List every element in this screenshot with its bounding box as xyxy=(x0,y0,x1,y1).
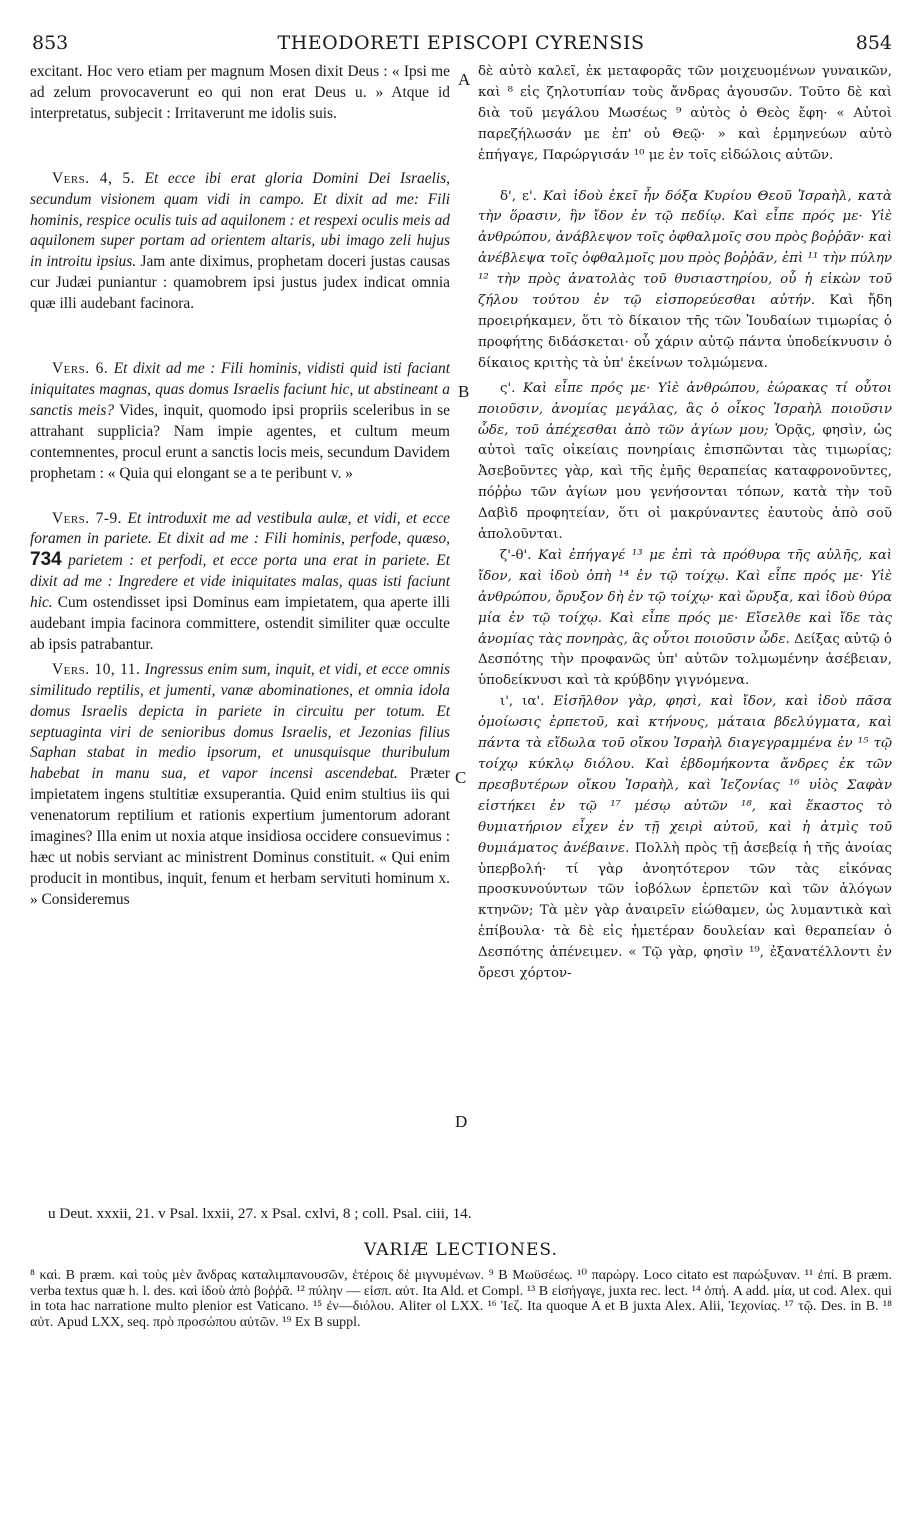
scripture-text: Ingressus enim sum, inquit, et vidi, et ecce omnis similitudo reptilis, et jumenti, vanæ abominationes, et omnia idola domus Israelis depicta in pariete in circuitu per totum. Et septuaginta viri de senioribus domus Israelis, et Jezonias filius Saphan stabat in medio ipsorum, et unusquisque thuribulum habebat in manu sua, et vapor incensi ascendebat. xyxy=(30,660,450,783)
latin-verse-10-11 xyxy=(30,660,450,911)
verse-label: Vers. 6. xyxy=(52,360,109,378)
scripture-text: Εἰσῆλθον γὰρ, φησὶ, καὶ ἴδον, καὶ ἰδοὺ πᾶσα ὁμοίωσις ἑρπετοῦ, καὶ κτήνους, μάταια βδελύγματα, καὶ πάντα τὰ εἴδωλα τοῦ οἴκου Ἰσραὴλ διαγεγραμμένα ἐν ¹⁵ τῷ τοίχῳ κύκλῳ διόλου. Καὶ ἑβδομήκοντα ἄνδρες ἐκ τῶν πρεσβυτέρων οἴκου Ἰσραὴλ, καὶ Ἰεζονίας ¹⁶ υἱὸς Σαφὰν εἱστήκει ἐν τῷ ¹⁷ μέσῳ αὐτῶν ¹⁸, καὶ ἕκαστος τὸ θυμιατήριον εἶχεν ἐν τῇ χειρὶ αὐτοῦ, καὶ ἡ ἀτμὶς τοῦ θυμιάματος ἀνέβαινε. xyxy=(478,694,892,856)
scripture-footnotes: u Deut. xxxii, 21. v Psal. lxxii, 27. x Psal. cxlvi, 8 ; coll. Psal. ciii, 14. xyxy=(48,1205,472,1222)
latin-column xyxy=(30,62,450,911)
variae-lectiones-title: VARIÆ LECTIONES. xyxy=(364,1240,558,1260)
margin-letter-c: C xyxy=(455,768,467,787)
latin-verse-4-5 xyxy=(30,169,450,315)
scripture-text: Et ecce ibi erat gloria Domini Dei Israelis, secundum visionem quam vidi in campo. Et dixit ad me: Fili hominis, respice oculis tuis ad aquilonem : et respexi oculis meis ad aquilonem super portam ad orientem altaris, ubi imago zeli hujus in introitu ipsius. xyxy=(30,169,451,271)
scripture-text: Et dixit ad me : Fili hominis, vidisti quid isti faciant iniquitates magnas, quas domus Israelis faciunt hic, ut abstineant a sanctis meis? xyxy=(30,360,450,419)
verse-label: ζ'-θ'. xyxy=(500,547,532,563)
verse-label: Vers. 4, 5. xyxy=(52,169,135,187)
page-header xyxy=(30,32,892,58)
verse-label: Vers. 10, 11. xyxy=(52,660,141,678)
page-number-left: 853 xyxy=(32,32,69,54)
greek-verse-10-11 xyxy=(478,692,892,985)
commentary-text: Ὁρᾷς, φησὶν, ὡς αὐτοὶ ταῖς οἰκείαις πονηρίαις ἐπισπῶνται τὰς τιμωρίας; Ἀσεβοῦντες γὰρ, καὶ τῆς ἐμῆς θεραπείας καταφρονοῦντες, πόῤῥω τῶν ἁγίων μου γενήσονται τόπων, κατὰ τὴν τοῦ Δαβὶδ προφητείαν, ὅτι οἱ μακρύναντες ἑαυτοὺς ἀπὸ σοῦ ἀπολοῦνται. xyxy=(478,422,892,543)
latin-verse-6 xyxy=(30,359,450,484)
margin-letter-b: B xyxy=(458,382,470,401)
greek-verse-4-5 xyxy=(478,187,892,375)
scripture-text: Καὶ εἶπε πρός με· Υἱὲ ἀνθρώπου, ἑώρακας τί οὗτοι ποιοῦσιν, ἀνομίας μεγάλας, ἃς ὁ οἶκος Ἰσραὴλ ποιοῦσιν ὧδε, τοῦ ἀπέχεσθαι ἀπὸ τῶν ἁγίων μου; xyxy=(478,380,892,438)
margin-letter-d: D xyxy=(455,1112,468,1131)
scripture-text: Καὶ ἰδοὺ ἐκεῖ ἦν δόξα Κυρίου Θεοῦ Ἰσραὴλ, κατὰ τὴν ὅρασιν, ἣν ἴδον ἐν τῷ πεδίῳ. Καὶ εἶπε πρός με· Υἱὲ ἀνθρώπου, ἀνάβλεψον τοῖς ὀφθαλμοῖς σου πρὸς βοῤῥᾶν· καὶ ἀνέβλεψα τοῖς ὀφθαλμοῖς μου πρὸς βοῤῥᾶν, ἐπὶ ¹¹ τὴν πύλην ¹² τὴν πρὸς ἀνατολὰς τοῦ θυσιαστηρίου, οὗ ἡ εἰκὼν τοῦ ζήλου τούτου ἐν τῷ εἰσπορεύεσθαι αὐτήν. xyxy=(478,188,892,309)
commentary-text: Πολλὴ πρὸς τῇ ἀσεβείᾳ ἡ τῆς ἀνοίας ὑπερβολή· τί γὰρ ἀνοητότερον τῶν τὰς εἰκόνας προσκυνούντων τῶν ἰοβόλων ἑρπετῶν καὶ τῶν ἀλόγων κτηνῶν; Τὰ μὲν γὰρ ἀναιρεῖν εἰώθαμεν, ὡς λυμαντικὰ καὶ ἐπίβουλα· τὰ δὲ εἰς ἡμετέραν δουλείαν καὶ θεραπείαν ὁ Δεσπότης ἀπένειμεν. « Τῷ γὰρ, φησὶν ¹⁹, ἐξανατέλλοντι ἐν ὄρεσι χόρτον- xyxy=(478,840,892,982)
commentary-text: Δείξας αὐτῷ ὁ Δεσπότης τὴν προφανῶς ὑπ' αὐτῶν τολμωμένην ἀσέβειαν, ὑποδείκνυσι καὶ τὰ κρύβδην γιγνόμενα. xyxy=(478,631,892,689)
latin-paragraph-1: excitant. Hoc vero etiam per magnum Mosen dixit Deus : « Ipsi me ad zelum provocaverunt eo qui non erat Deus u. » Atque id interpretatus, subjecit : Irritaverunt me idolis suis. xyxy=(30,63,450,122)
verse-label: δ', ε'. xyxy=(500,188,537,204)
scripture-text-cont: parietem : et perfodi, et ecce porta una erat in pariete. Et dixit ad me : Ingredere et vide iniquitates malas, quas isti faciunt hic. xyxy=(30,552,450,612)
commentary-text: Καὶ ἤδη προειρήκαμεν, ὅτι τὸ δίκαιον τῆς τῶν Ἰουδαίων τιμωρίας ὁ προφήτης διδάσκεται· οὗ χάριν αὐτῷ πάντα ὑποδείκνυσιν ὁ δίκαιος κριτὴς τὰ ὑπ' ἐκείνων τολμώμενα. xyxy=(478,293,892,371)
column-number: 734 xyxy=(30,549,62,571)
greek-paragraph-1: δὲ αὐτὸ καλεῖ, ἐκ μεταφορᾶς τῶν μοιχευομένων γυναικῶν, καὶ ⁸ εἰς ζηλοτυπίαν τοὺς ἄνδρας ἀγουσῶν. Τοῦτο δὲ καὶ διὰ τοῦ μεγάλου Μωσέως ⁹ αὐτὸς ὁ Θεὸς ἔφη· « Αὐτοὶ παρεζήλωσάν με ἐπ' οὐ Θεῷ· » καὶ ἑρμηνεύων αὐτὸ ἐπήγαγε, Παρώργισάν ¹⁰ με ἐν τοῖς εἰδώλοις αὐτῶν. xyxy=(478,64,892,163)
scripture-text: Καὶ ἐπήγαγέ ¹³ με ἐπὶ τὰ πρόθυρα τῆς αὐλῆς, καὶ ἴδον, καὶ ἰδοὺ ὀπὴ ¹⁴ ἐν τῷ τοίχῳ. Καὶ εἶπε πρός με· Υἱὲ ἀνθρώπου, ὄρυξον δὴ ἐν τῷ τοίχῳ· καὶ ὤρυξα, καὶ ἰδοὺ θύρα μία ἐν τῷ τοίχῳ. Καὶ εἶπε πρός με· Εἴσελθε καὶ ἴδε τὰς ἀνομίας τὰς πονηρὰς, ἃς οὗτοι ποιοῦσιν ὧδε. xyxy=(478,547,892,647)
greek-column xyxy=(478,62,892,985)
verse-label: Vers. 7-9. xyxy=(52,509,123,527)
verse-label: ς'. xyxy=(500,380,516,396)
commentary-text: Præter impietatem ingens stultitiæ exsuperantia. Quid enim stultius iis qui venenatorum reptilium et rationis expertium jumentorum adorant imagines? Illa enim ut noxia atque insidiosa occidere consuevimus : hæc ut nobis serviant ac ministrent Dominus constituit. « Qui enim producit in montibus, inquit, fenum et herbam servituti hominum x. » Consideremus xyxy=(30,765,450,908)
greek-verse-7-9 xyxy=(478,546,892,692)
commentary-text: Cum ostendisset ipsi Dominus eam impietatem, qua aperte illi audebant impia facinora committere, ostendit similiter quæ occulte ab ipsis patrabantur. xyxy=(30,594,450,653)
running-title: THEODORETI EPISCOPI CYRENSIS xyxy=(277,32,645,54)
commentary-text: Jam ante diximus, prophetam doceri justas causas cur Judæi puniantur : quamobrem ipsi justus judex indicat omnia quæ illi audebant facinora. xyxy=(30,253,450,313)
variae-lectiones-body: ⁸ καὶ. B præm. καὶ τοὺς μὲν ἄνδρας καταλιμπανουσῶν, ἑτέροις δὲ μιγνυμένων. ⁹ B Μωϋσέως. ¹⁰ παρώργ. Loco citato est παρώξυναν. ¹¹ ἐπί. B præm. verba textus quæ h. l. des. καὶ ἰδοὺ ἀπὸ βοῤῥᾶ. ¹² πύλην — εἰσπ. αὐτ. Ita Ald. et Compl. ¹³ B εἰσήγαγε, juxta rec. lect. ¹⁴ ὀπή. A add. μία, ut cod. Alex. qui in tota hac narratione multo plenior est Vaticano. ¹⁵ ἐν—διόλου. Aliter ol LXX. ¹⁶ Ἰεζ. Ita quoque A et B juxta Alex. Alii, Ἰεχονίας. ¹⁷ τῷ. Des. in B. ¹⁸ αὐτ. Apud LXX, seq. πρὸ προσώπου αὐτῶν. ¹⁹ Ex B suppl. xyxy=(30,1268,892,1330)
latin-verse-7-9 xyxy=(30,509,450,656)
page-number-right: 854 xyxy=(855,32,892,54)
greek-verse-6 xyxy=(478,379,892,546)
verse-label: ι', ια'. xyxy=(500,694,545,710)
margin-letter-a: A xyxy=(458,70,471,89)
scripture-text: Et introduxit me ad vestibula aulæ, et vidi, et ecce foramen in pariete. Et dixit ad me : Fili hominis, perfode, quæso, xyxy=(30,509,450,548)
commentary-text: Vides, inquit, quomodo ipsi propriis sceleribus in se attrahant supplicia? Nam impie agentes, et cultum meum contemnentes, procul erunt a sanctis locis meis, secundum Davidem prophetam : « Quia qui elongant se a te peribunt v. » xyxy=(30,401,450,482)
